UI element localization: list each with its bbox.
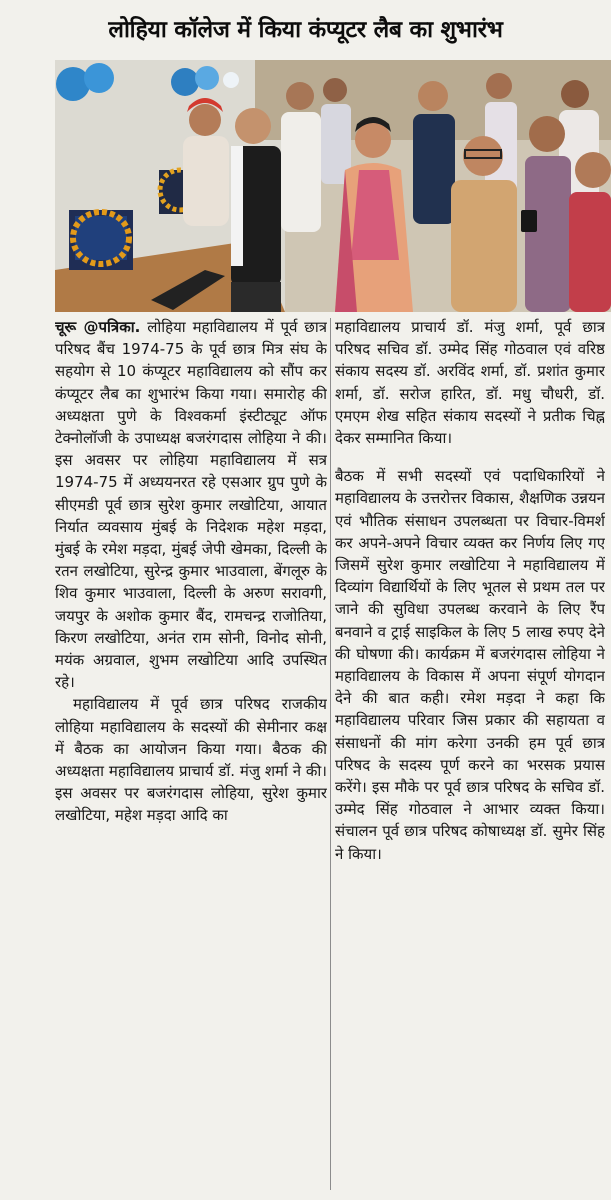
article-column-left [55, 316, 327, 1192]
article-headline: लोहिया कॉलेज में किया कंप्यूटर लैब का शुभारंभ [108, 17, 503, 43]
article-column-right [335, 316, 605, 1192]
article-paragraph: महाविद्यालय में पूर्व छात्र परिषद राजकीय लोहिया महाविद्यालय के सदस्यों की सेमीनार कक्ष में बैठक का आयोजन किया गया। बैठक की अध्यक्षता महाविद्यालय प्राचार्य डॉ. मंजु शर्मा ने की। इस अवसर पर बजरंगदास लोहिया, सुरेश कुमार लखोटिया, महेश मड़दा आदि का [55, 695, 327, 825]
article-paragraph: महाविद्यालय प्राचार्य डॉ. मंजु शर्मा, पूर्व छात्र परिषद सचिव डॉ. उम्मेद सिंह गोठवाल एवं वरिष्ठ संकाय सदस्य डॉ. अरविंद शर्मा, डॉ. प्रशांत कुमार शर्मा, डॉ. सरोज हारित, डॉ. मधु चौधरी, डॉ. एमएम शेख सहित संकाय सदस्यों ने प्रतीक चिह्न देकर सम्मानित किया। [335, 318, 605, 448]
article-paragraph [55, 316, 327, 693]
column-divider [330, 318, 331, 1190]
photo-illustration [55, 60, 611, 312]
paragraph-text: लोहिया महाविद्यालय में पूर्व छात्र परिषद बैंच 1974-75 के पूर्व छात्र मित्र संघ के सहयोग से 10 कंप्यूटर महाविद्यालय को सौंप कर कंप्यूटर लैब का शुभारंभ किया गया। समारोह की अध्यक्षता पुणे के विश्वकर्मा इंस्टीट्यूट ऑफ टेक्नोलॉजी के उपाध्यक्ष बजरंगदास लोहिया ने की। इस अवसर पर लोहिया महाविद्यालय में सत्र 1974-75 में अध्ययनरत रहे एसआर ग्रुप पुणे के सीएमडी पूर्व छात्र सुरेश कुमार लखोटिया, आयात निर्यात व्यवसाय मुंबई के निदेशक महेश मड़दा, मुंबई के रमेश मड़दा, मुंबई जेपी खेमका, दिल्ली के रतन लखोटिया, सुरेन्द्र कुमार भाउवाला, बेंगलूरु के शिव कुमार भाउवाला, दिल्ली के अरुण सरावगी, जयपुर के अशोक कुमार बैंद, रामचन्द्र राजोतिया, किरण लखोटिया, अनंत राम सोनी, विनोद सोनी, मयंक अग्रवाल, शुभम लखोटिया आदि उपस्थित रहे। [55, 318, 327, 692]
paragraph-gap [335, 449, 605, 465]
article-paragraph: बैठक में सभी सदस्यों एवं पदाधिकारियों ने महाविद्यालय के उत्तरोत्तर विकास, शैक्षणिक उन्नयन एवं भौतिक संसाधन उपलब्धता पर विचार-विमर्श कर अपने-अपने विचार व्यक्त कर निर्णय लिए गए जिसमें सुरेश कुमार लखोटिया ने महाविद्यालय में दिव्यांग विद्यार्थियों के लिए भूतल से प्रथम तल पर जाने की सुविधा उपलब्ध करवाने के लिए रैंप बनवाने व ट्राई साइकिल के लिए 5 लाख रुपए देने की घोषणा की। कार्यक्रम में बजरंगदास लोहिया ने महाविद्यालय के विकास में अपना संपूर्ण योगदान देने की बात कही। रमेश मड़दा ने कहा कि महाविद्यालय परिवार जिस प्रकार की सहायता व संसाधनों की मांग करेगा उनकी हम पूर्व छात्र परिषद के सदस्य पूर्ण करने का भरसक प्रयास करेंगे। इस मौके पर पूर्व छात्र परिषद के सचिव डॉ. उम्मेद सिंह गोठवाल ने आभार व्यक्त किया। संचालन पूर्व छात्र परिषद कोषाध्यक्ष डॉ. सुमेर सिंह ने किया। [335, 467, 605, 863]
dateline: चूरू @पत्रिका. [55, 318, 141, 336]
news-photo [55, 60, 611, 312]
